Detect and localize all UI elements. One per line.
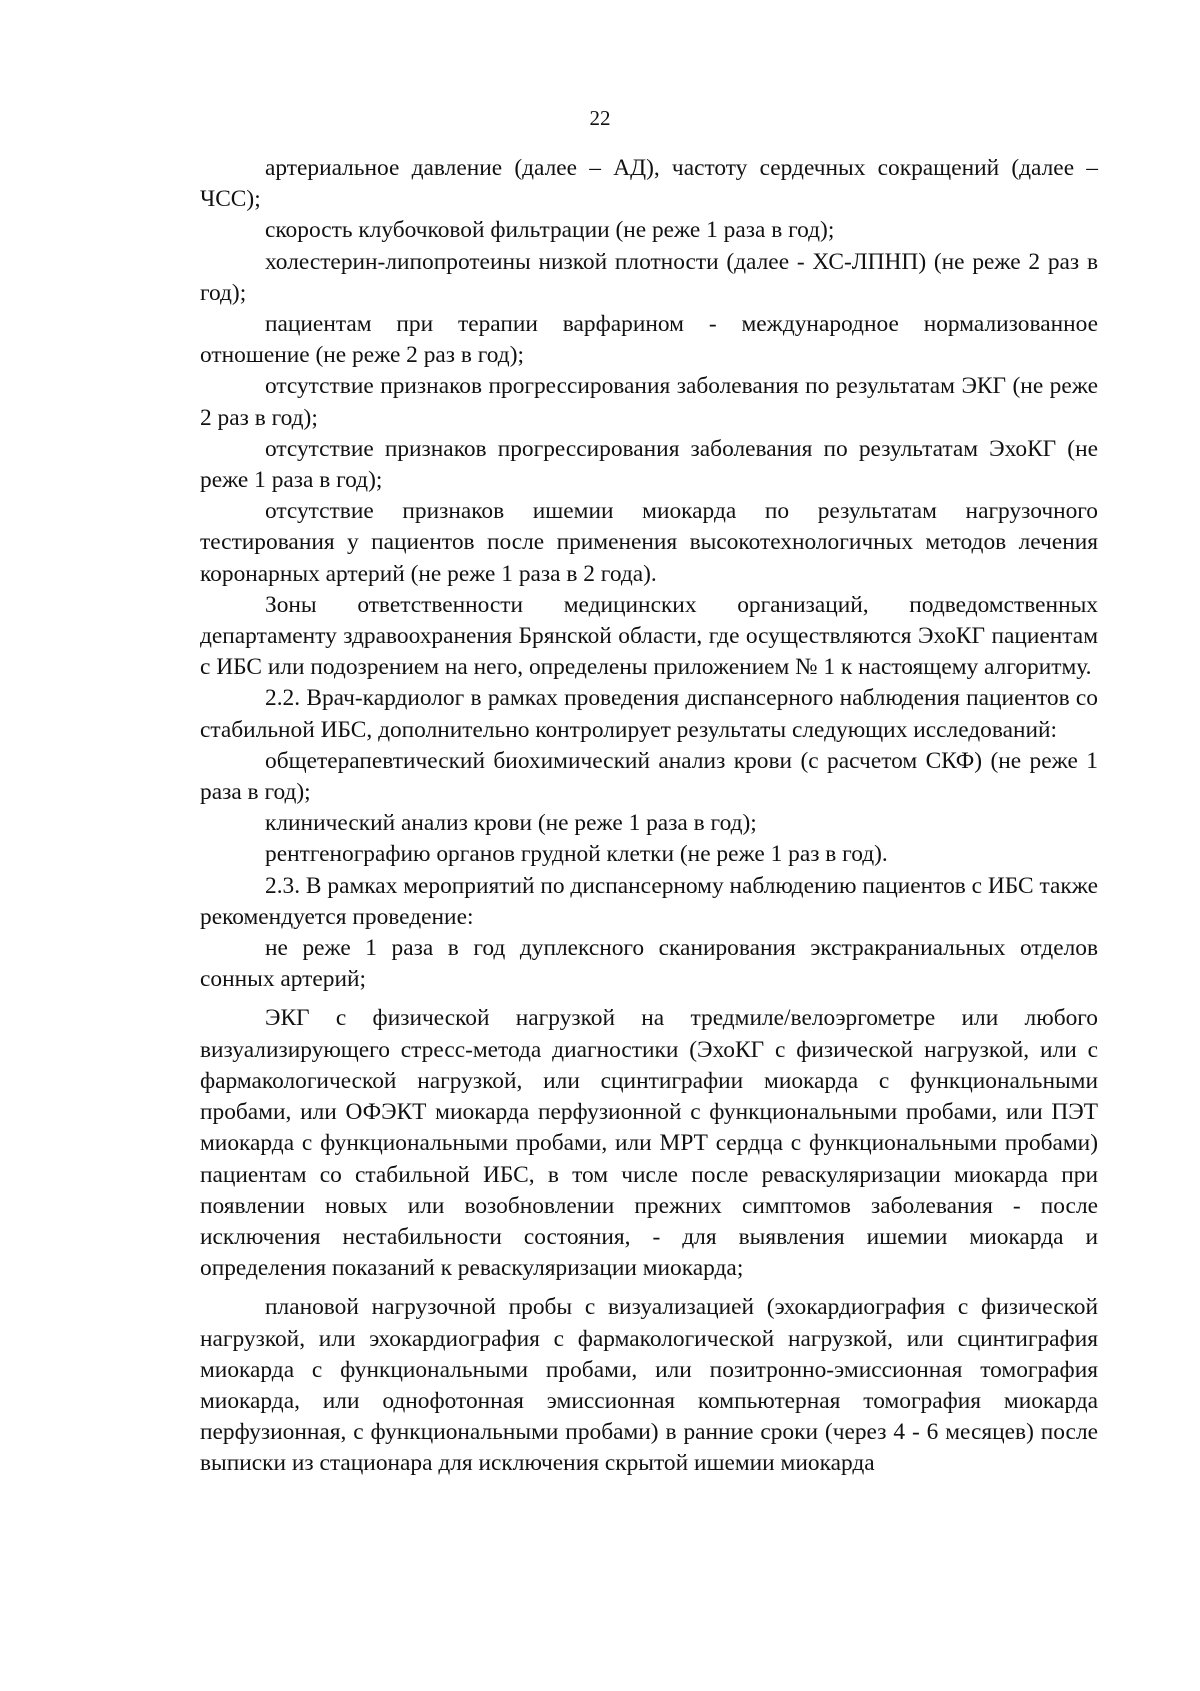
paragraph-blood-count: клинический анализ крови (не реже 1 раза в год); xyxy=(265,810,757,837)
paragraph-ischemia-testing: отсутствие признаков ишемии миокарда по результатам нагрузочного тестирования у пациентов после применения высокотехнологичных методов лечения коронарных артерий (не реже 1 раза в 2 года). xyxy=(200,498,1098,587)
paragraph-echo: отсутствие признаков прогрессирования заболевания по результатам ЭхоКГ (не реже 1 раза в год); xyxy=(200,435,1098,494)
paragraph-stress-ecg: ЭКГ с физической нагрузкой на тредмиле/велоэргометре или любого визуализирующего стресс-метода диагностики (ЭхоКГ с физической нагрузкой, или с фармакологической нагрузкой, или сцинтиграфии миокарда с функциональными пробами, или ОФЭКТ миокарда перфузионной с функциональными пробами, или ПЭТ миокарда с функциональными пробами, или МРТ сердца с функциональными пробами) пациентам со стабильной ИБС, в том числе после реваскуляризации миокарда при появлении новых или возобновлении прежних симптомов заболевания - после исключения нестабильности состояния, - для выявления ишемии миокарда и определения показаний к реваскуляризации миокарда; xyxy=(200,1005,1098,1282)
paragraph-inr: пациентам при терапии варфарином - международное нормализованное отношение (не реже 2 раз в год); xyxy=(200,311,1098,369)
paragraph-bp-hr: артериальное давление (далее – АД), частоту сердечных сокращений (далее – ЧСС); xyxy=(200,155,1098,213)
paragraph-gfr: скорость клубочковой фильтрации (не реже 1 раза в год); xyxy=(265,217,835,244)
document-body xyxy=(200,153,1098,1480)
paragraph-duplex-scan: не реже 1 раза в год дуплексного сканирования экстракраниальных отделов сонных артерий; xyxy=(200,935,1098,993)
paragraph-ldl: холестерин-липопротеины низкой плотности (далее - ХС-ЛПНП) (не реже 2 раз в год); xyxy=(200,248,1098,306)
paragraph-section-2-2: 2.2. Врач-кардиолог в рамках проведения диспансерного наблюдения пациентов со стабильной ИБС, дополнительно контролирует результаты следующих исследований: xyxy=(200,685,1098,743)
paragraph-biochemistry: общетерапевтический биохимический анализ крови (с расчетом СКФ) (не реже 1 раза в год); xyxy=(200,747,1098,806)
paragraph-chest-xray: рентгенографию органов грудной клетки (не реже 1 раз в год). xyxy=(265,841,888,868)
paragraph-ecg: отсутствие признаков прогрессирования заболевания по результатам ЭКГ (не реже 2 раз в год); xyxy=(200,373,1098,431)
page-number: 22 xyxy=(589,106,611,130)
paragraph-responsibility-zones: Зоны ответственности медицинских организаций, подведомственных департаменту здравоохранения Брянской области, где осуществляются ЭхоКГ пациентам с ИБС или подозрением на него, определены приложением № 1 к настоящему алгоритму. xyxy=(200,591,1098,681)
paragraph-planned-stress-test: плановой нагрузочной пробы с визуализацией (эхокардиография с физической нагрузкой, или эхокардиография с фармакологической нагрузкой, или сцинтиграфия миокарда с функциональными пробами, или позитронно-эмиссионная томография миокарда, или однофотонная эмиссионная компьютерная томография миокарда перфузионная, с функциональными пробами) в ранние сроки (через 4 - 6 месяцев) после выписки из стационара для исключения скрытой ишемии миокарда xyxy=(200,1294,1098,1477)
paragraph-section-2-3: 2.3. В рамках мероприятий по диспансерному наблюдению пациентов с ИБС также рекомендуется проведение: xyxy=(200,872,1098,930)
